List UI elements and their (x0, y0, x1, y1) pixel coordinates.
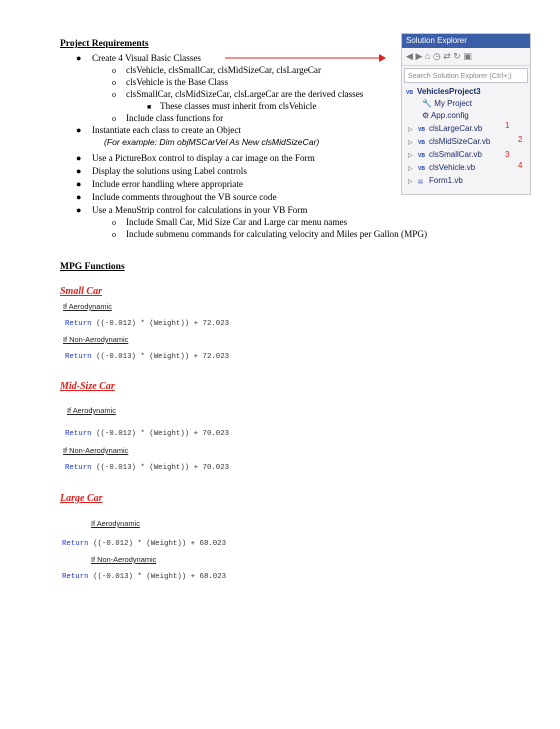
tree-item-form1[interactable]: ▷ ▤ Form1.vb (408, 175, 463, 187)
aero-label: If Aerodynamic (63, 302, 112, 311)
req-text-11: Include error handling where appropriate (92, 179, 244, 189)
back-icon[interactable]: ◀ (406, 51, 413, 61)
square-bullet: ■ (147, 103, 152, 111)
formula-line: Return ((-0.012) * (Weight)) + 72.023 (65, 320, 230, 328)
requirements-heading: Project Requirements (60, 39, 149, 49)
example-text: (For example: Dim objMSCarVel As New clsMidSizeCar) (104, 137, 320, 147)
annotation-number-3: 3 (505, 150, 510, 159)
sub-bullet: o (112, 114, 116, 123)
solution-search-input[interactable]: Search Solution Explorer (Ctrl+;) (404, 68, 528, 83)
aero-label: If Aerodynamic (67, 406, 116, 415)
req-text-2: clsVehicle, clsSmallCar, clsMidSizeCar, clsLargeCar (126, 65, 322, 75)
annotation-number-2: 2 (518, 135, 523, 144)
pointer-arrow (225, 53, 387, 63)
bullet: ● (76, 192, 82, 202)
wrench-icon: 🔧 (422, 99, 432, 108)
formula-line: Return ((-0.013) * (Weight)) + 70.023 (65, 464, 230, 472)
annotation-number-1: 1 (505, 121, 510, 130)
req-text-14: Include Small Car, Mid Size Car and Large car menu names (126, 217, 348, 227)
req-text-9: Use a PictureBox control to display a car image on the Form (92, 153, 315, 163)
sub-bullet: o (112, 78, 116, 87)
tree-item-cls-mid-size-car[interactable]: ▷ VB clsMidSizeCar.vb (408, 136, 490, 148)
expand-icon[interactable]: ▷ (408, 179, 413, 185)
tree-item-my-project[interactable]: 🔧 My Project (422, 99, 472, 108)
req-text-5: These classes must inherit from clsVehicle (160, 101, 317, 111)
req-text-10: Display the solutions using Label controls (92, 166, 247, 176)
req-text-4: clsSmallCar, clsMidSizeCar, clsLargeCar are the derived classes (126, 89, 364, 99)
tree-item-cls-large-car[interactable]: ▷ VB clsLargeCar.vb (408, 123, 482, 135)
project-node[interactable]: VB VehiclesProject3 (406, 86, 481, 98)
bullet: ● (76, 179, 82, 189)
tree-item-cls-vehicle[interactable]: ▷ VB clsVehicle.vb (408, 162, 475, 174)
formula-line: Return ((-0.013) * (Weight)) + 68.023 (62, 573, 227, 581)
expand-icon[interactable]: ▷ (408, 166, 413, 172)
sub-bullet: o (112, 66, 116, 75)
mid-size-car-title: Mid-Size Car (60, 381, 115, 392)
vb-file-icon: VB (418, 140, 425, 146)
sync-icon[interactable]: ⇄ (443, 51, 451, 61)
req-text-1: Create 4 Visual Basic Classes (92, 53, 201, 63)
project-icon: VB (406, 90, 413, 96)
vb-file-icon: VB (418, 127, 425, 133)
solution-explorer-panel (401, 33, 531, 195)
formula-line: Return ((-0.012) * (Weight)) + 70.023 (65, 430, 230, 438)
bullet: ● (76, 166, 82, 176)
sub-bullet: o (112, 230, 116, 239)
home-icon[interactable]: ⌂ (424, 51, 431, 61)
forward-icon[interactable]: ▶ (415, 51, 423, 61)
tree-item-app-config[interactable]: ⚙ App.config (422, 111, 469, 120)
sub-bullet: o (112, 218, 116, 227)
aero-label: If Aerodynamic (91, 519, 140, 528)
config-icon: ⚙ (422, 111, 430, 120)
annotation-number-4: 4 (518, 161, 523, 170)
tree-item-cls-small-car[interactable]: ▷ VB clsSmallCar.vb (408, 149, 482, 161)
bullet: ● (76, 153, 82, 163)
vb-file-icon: VB (418, 166, 425, 172)
req-text-7: Instantiate each class to create an Object (92, 125, 241, 135)
form-icon: ▤ (418, 179, 423, 185)
non-aero-label: If Non-Aerodynamic (63, 446, 129, 455)
bullet: ● (76, 125, 82, 135)
bullet: ● (76, 205, 82, 215)
sub-bullet: o (112, 90, 116, 99)
formula-line: Return ((-0.013) * (Weight)) + 72.023 (65, 353, 230, 361)
expand-icon[interactable]: ▷ (408, 127, 413, 133)
req-text-13: Use a MenuStrip control for calculations in your VB Form (92, 205, 308, 215)
req-text-6: Include class functions for (126, 113, 224, 123)
req-item-1: ● (76, 53, 82, 63)
collapse-icon[interactable]: ▣ (463, 51, 472, 61)
expand-icon[interactable]: ▷ (408, 153, 413, 159)
refresh-icon[interactable]: ↻ (453, 51, 461, 61)
mpg-heading: MPG Functions (60, 262, 125, 272)
req-text-12: Include comments throughout the VB source code (92, 192, 277, 202)
expand-icon[interactable]: ▷ (408, 140, 413, 146)
solution-explorer-title: Solution Explorer (402, 34, 530, 48)
formula-line: Return ((-0.012) * (Weight)) + 68.023 (62, 540, 227, 548)
req-text-15: Include submenu commands for calculating velocity and Miles per Gallon (MPG) (126, 229, 428, 239)
history-icon[interactable]: ◷ (432, 51, 441, 61)
non-aero-label: If Non-Aerodynamic (63, 335, 129, 344)
large-car-title: Large Car (60, 493, 103, 504)
vb-file-icon: VB (418, 153, 425, 159)
non-aero-label: If Non-Aerodynamic (91, 555, 157, 564)
small-car-title: Small Car (60, 286, 102, 297)
solution-explorer-toolbar (402, 48, 530, 66)
req-text-3: clsVehicle is the Base Class (126, 77, 229, 87)
